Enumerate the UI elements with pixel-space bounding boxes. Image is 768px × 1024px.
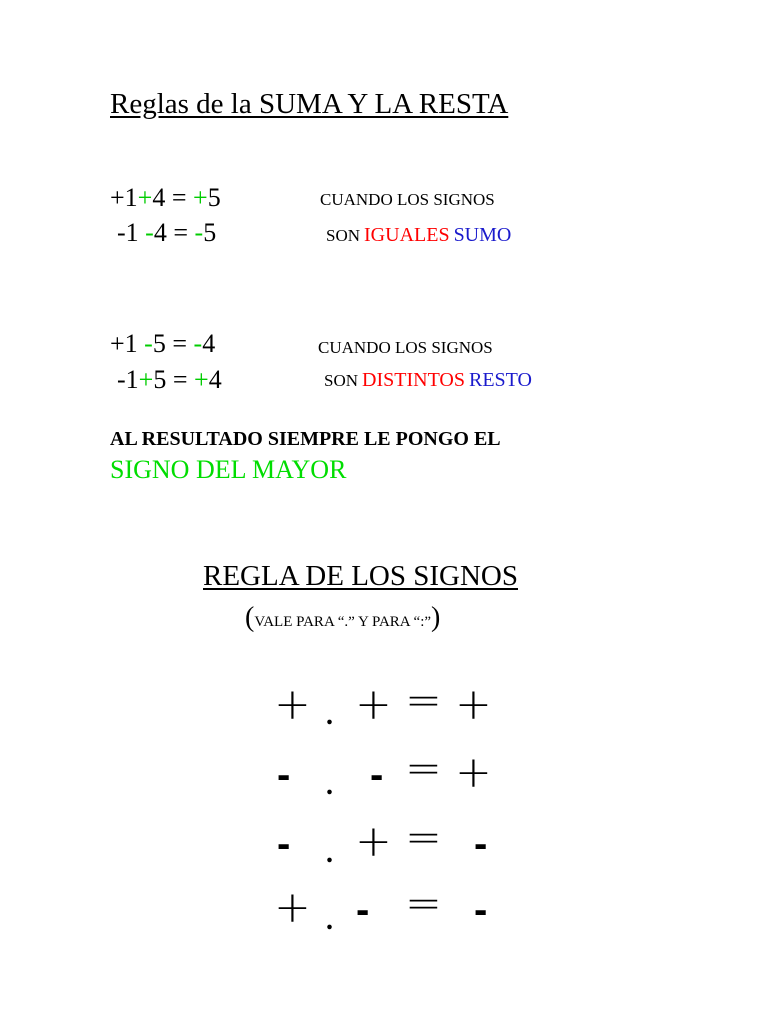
operator: + — [138, 365, 154, 394]
sign-a: + — [274, 882, 311, 933]
result-sign: - — [474, 888, 488, 932]
operand: 5 = — [152, 329, 194, 358]
result: 4 — [202, 329, 216, 358]
operand: 4 = — [152, 183, 194, 212]
sign-a: - — [277, 822, 291, 866]
equals-sign: = — [405, 812, 442, 863]
rule-highlight-blue: RESTO — [468, 369, 532, 391]
sign-b: + — [355, 816, 392, 867]
rule-highlight-red: DISTINTOS — [362, 369, 465, 391]
operand: -1 — [117, 365, 139, 394]
result-sign: + — [194, 365, 209, 394]
rule-text-diff-1: CUANDO LOS SIGNOS — [318, 338, 493, 357]
rule-highlight-red: IGUALES — [364, 224, 450, 246]
operand: 5 = — [153, 365, 195, 394]
sign-b: - — [370, 753, 384, 797]
equation-same-positive — [110, 183, 221, 213]
operator: - — [145, 218, 154, 247]
result-sign: - — [193, 329, 203, 358]
result-sign: + — [193, 183, 208, 212]
equals-sign: = — [405, 878, 442, 929]
operator: + — [137, 183, 153, 212]
sign-b: - — [356, 888, 370, 932]
dot-operator: . — [326, 905, 333, 936]
equation-diff-negative — [117, 365, 222, 395]
equation-same-negative — [117, 218, 216, 248]
dot-operator: . — [326, 770, 333, 801]
sign-b: + — [355, 679, 392, 730]
signs-rule-title: REGLA DE LOS SIGNOS — [203, 560, 518, 592]
dot-operator: . — [326, 700, 333, 731]
operand: +1 — [110, 183, 138, 212]
paren-close: ) — [431, 602, 441, 633]
equals-sign: = — [405, 743, 442, 794]
equals-sign: = — [405, 675, 442, 726]
result: 5 — [203, 218, 217, 247]
rule-text-diff-2 — [324, 369, 532, 392]
rule-prefix: SON — [324, 371, 359, 390]
page-title: Reglas de la SUMA Y LA RESTA — [110, 88, 509, 120]
operand: +1 — [110, 329, 145, 358]
result-sign: - — [474, 822, 488, 866]
result-rule-text: AL RESULTADO SIEMPRE LE PONGO EL — [110, 428, 501, 450]
equation-diff-positive — [110, 329, 215, 359]
result: 4 — [208, 365, 222, 394]
result: 5 — [207, 183, 221, 212]
result-sign: - — [194, 218, 204, 247]
rule-highlight-blue: SUMO — [453, 224, 512, 246]
operand: 4 = — [153, 218, 195, 247]
operand: -1 — [117, 218, 146, 247]
result-rule-highlight: SIGNO DEL MAYOR — [110, 455, 347, 484]
result-sign: + — [455, 747, 492, 798]
rule-text-same-2 — [326, 224, 511, 247]
dot-operator: . — [326, 838, 333, 869]
signs-rule-subtitle — [245, 602, 440, 634]
result-sign: + — [455, 679, 492, 730]
rule-prefix: SON — [326, 226, 361, 245]
paren-open: ( — [245, 602, 255, 633]
rule-text-same-1: CUANDO LOS SIGNOS — [320, 190, 495, 209]
sign-a: + — [274, 679, 311, 730]
operator: - — [144, 329, 153, 358]
subtitle-text: VALE PARA “.” Y PARA “:” — [254, 614, 432, 630]
sign-a: - — [277, 753, 291, 797]
